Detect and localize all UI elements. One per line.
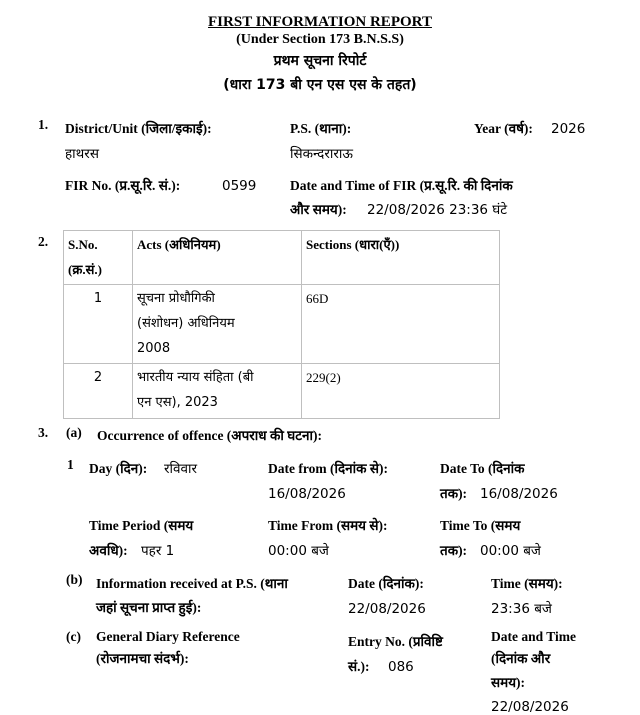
fir-no-label: FIR No. (प्र.सू.रि. सं.): — [65, 178, 181, 193]
sections-header: Sections (धारा(एँ)) — [302, 231, 500, 285]
info-received-label-2: जहां सूचना प्राप्त हुई): — [96, 600, 202, 615]
date-from-value: 16/08/2026 — [268, 486, 346, 502]
report-subtitle: (Under Section 173 B.N.S.S) — [236, 32, 404, 47]
act-line: (संशोधन) अधिनियम — [137, 316, 235, 332]
sno-header-hi: (क्र.सं.) — [68, 261, 102, 277]
subsection-c-label: (c) — [66, 629, 81, 644]
row-sno: 1 — [64, 285, 133, 364]
time-period-label-2: अवधि): — [89, 543, 128, 558]
occurrence-item-number: 1 — [67, 457, 74, 472]
row-section: 229(2) — [302, 364, 500, 418]
time-from-value: 00:00 बजे — [268, 543, 329, 559]
acts-table — [63, 230, 500, 419]
act-line: एन एस), 2023 — [137, 395, 218, 411]
table-row — [64, 364, 500, 418]
row-sno: 2 — [64, 364, 133, 418]
report-subtitle-hindi: (धारा 173 बी एन एस एस के तहत) — [223, 77, 417, 93]
row-section: 66D — [302, 285, 500, 364]
time-to-label-2: तक): — [440, 543, 468, 558]
sno-header-en: S.No. — [68, 237, 98, 252]
received-time-value: 23:36 बजे — [491, 601, 552, 617]
act-line: भारतीय न्याय संहिता (बी — [137, 370, 254, 386]
gd-datetime-label-3: समय): — [491, 675, 526, 690]
act-line: 2008 — [137, 340, 171, 356]
sno-header — [64, 231, 133, 285]
fir-datetime-value: 22/08/2026 23:36 घंटे — [367, 202, 508, 218]
received-date-label: Date (दिनांक): — [348, 576, 424, 591]
table-header-row — [64, 231, 500, 285]
entry-no-value: 086 — [388, 659, 414, 675]
section-3-number: 3. — [38, 425, 49, 440]
gd-datetime-value: 22/08/2026 — [491, 699, 569, 715]
date-from-label: Date from (दिनांक से): — [268, 461, 388, 476]
time-period-label: Time Period (समय — [89, 518, 194, 533]
gd-reference-label: General Diary Reference — [96, 629, 240, 644]
year-value: 2026 — [551, 121, 586, 137]
section-1-number: 1. — [38, 117, 49, 132]
ps-label: P.S. (थाना): — [290, 121, 352, 136]
fir-datetime-label: Date and Time of FIR (प्र.सू.रि. की दिनांक — [290, 178, 513, 193]
section-2-number: 2. — [38, 234, 49, 249]
received-date-value: 22/08/2026 — [348, 601, 426, 617]
time-to-label: Time To (समय — [440, 518, 521, 533]
time-from-label: Time From (समय से): — [268, 518, 388, 533]
entry-no-label-2: सं.): — [348, 659, 370, 674]
entry-no-label: Entry No. (प्रविष्टि — [348, 634, 443, 649]
occurrence-title: Occurrence of offence (अपराध की घटना): — [97, 428, 322, 443]
district-value: हाथरस — [65, 146, 99, 162]
table-row — [64, 285, 500, 364]
subsection-b-label: (b) — [66, 572, 83, 587]
row-act — [133, 364, 302, 418]
time-to-value: 00:00 बजे — [480, 543, 541, 559]
gd-reference-label-2: (रोजनामचा संदर्भ): — [96, 651, 189, 666]
subsection-a-label: (a) — [66, 425, 82, 440]
day-value: रविवार — [164, 461, 198, 477]
day-label: Day (दिन): — [89, 461, 148, 476]
date-to-label: Date To (दिनांक — [440, 461, 525, 476]
year-label: Year (वर्ष): — [474, 121, 533, 136]
gd-datetime-label-2: (दिनांक और — [491, 651, 551, 666]
acts-header: Acts (अधिनियम) — [133, 231, 302, 285]
gd-datetime-label: Date and Time — [491, 629, 577, 644]
row-act — [133, 285, 302, 364]
time-period-value: पहर 1 — [141, 543, 175, 559]
district-label: District/Unit (जिला/इकाई): — [65, 121, 212, 136]
ps-value: सिकन्दराराऊ — [290, 146, 353, 162]
date-to-label-2: तक): — [440, 486, 468, 501]
received-time-label: Time (समय): — [491, 576, 563, 591]
fir-no-value: 0599 — [222, 178, 257, 194]
report-title-hindi: प्रथम सूचना रिपोर्ट — [273, 53, 367, 69]
fir-datetime-label-2: और समय): — [290, 202, 347, 217]
date-to-value: 16/08/2026 — [480, 486, 558, 502]
act-line: सूचना प्रोधौगिकी — [137, 291, 215, 307]
info-received-label: Information received at P.S. (थाना — [96, 576, 288, 591]
report-title: FIRST INFORMATION REPORT — [208, 14, 432, 30]
